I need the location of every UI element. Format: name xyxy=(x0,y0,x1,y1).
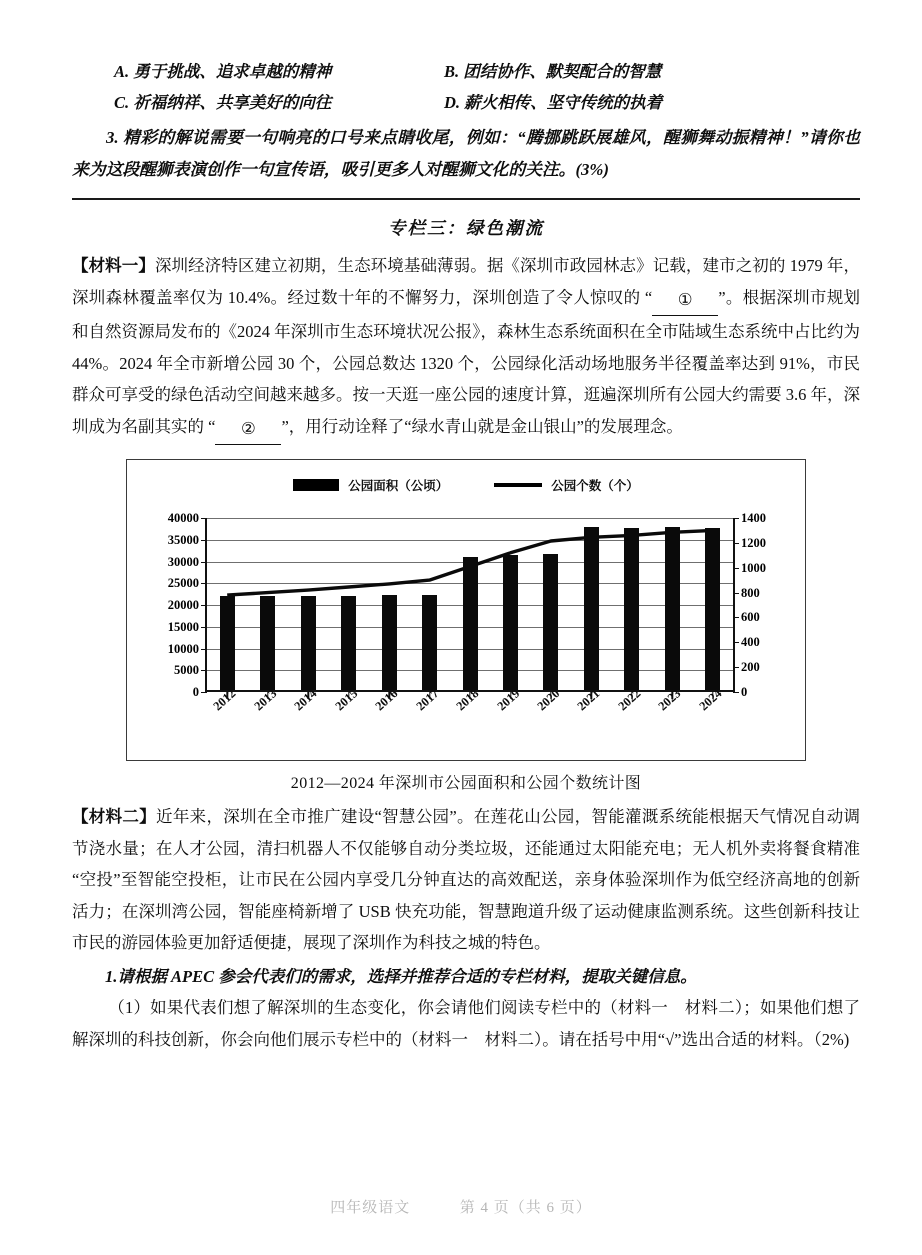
x-axis-label: 2024 xyxy=(696,686,725,714)
material-one-part2: ”。根据深圳市规划和自然资源局发布的《2024 年深圳市生态环境状况公报》，森林生态系统面积在全市陆域生态系统中占比约为 44%。2024 年全市新增公园 30 个，公园总数达 1320 个，公园绿化活动场地服务半径覆盖率达到 91%，市民群众可享受的绿色活动空间越来越多。按一天逛一座公园的速度计算，逛遍深圳所有公园大约需要 3.6 年，深圳成为名副其实的 “ xyxy=(72,287,860,436)
y-tick-left: 40000 xyxy=(167,510,199,525)
x-axis-label: 2012 xyxy=(210,686,239,714)
footer-page-number: 第 4 页（共 6 页） xyxy=(459,1200,592,1216)
y-tick-right: 1400 xyxy=(741,510,766,525)
option-d-text: 薪火相传、坚守传统的执着 xyxy=(464,93,663,112)
chart-plot-wrapper xyxy=(127,512,807,712)
x-label-cell xyxy=(691,686,731,750)
section-title: 专栏三：绿色潮流 xyxy=(388,218,544,238)
material-two-text: 近年来，深圳在全市推广建设“智慧公园”。在莲花山公园，智能灌溉系统能根据天气情况自动调节浇水量；在人才公园，清扫机器人不仅能够自动分类垃圾，还能通过太阳能充电；无人机外卖将餐食精准“空投”至智能空投柜，让市民在公园内享受几分钟直达的高效配送，亲身体验深圳作为低空经济高地的创新活力；在深圳湾公园，智能座椅新增了 USB 快充功能，智慧跑道升级了运动健康监测系统。这些创新科技让市民的游园体验更加舒适便捷，展现了深圳作为科技之城的特色。 xyxy=(72,807,860,952)
y-tick-mark-left xyxy=(201,692,207,693)
option-c-text: 祈福纳祥、共享美好的向往 xyxy=(133,93,332,112)
legend-item-area xyxy=(293,476,448,494)
bar-cell xyxy=(693,518,733,692)
chart-plot-area xyxy=(167,510,766,699)
option-row-cd xyxy=(72,87,860,118)
x-label-cell xyxy=(650,686,690,750)
y-tick-left: 30000 xyxy=(167,554,199,569)
material-one-part3: ”，用行动诠释了“绿水青山就是金山银山”的发展理念。 xyxy=(281,416,683,436)
chart-bar xyxy=(463,557,478,692)
chart-bar xyxy=(341,596,356,692)
y-tick-left: 35000 xyxy=(167,532,199,547)
y-tick-mark-right xyxy=(733,667,739,668)
bar-cell xyxy=(571,518,611,692)
chart-bar xyxy=(584,527,599,692)
x-axis-label: 2021 xyxy=(574,686,603,714)
y-tick-right: 600 xyxy=(741,610,760,625)
material-one-part1: 深圳经济特区建立初期，生态环境基础薄弱。据《深圳市政园林志》记载，建市之初的 1979 年，深圳森林覆盖率仅为 10.4%。经过数十年的不懈努力，深圳创造了令人惊叹的 “ xyxy=(72,256,861,307)
material-two xyxy=(72,801,860,959)
y-tick-left: 25000 xyxy=(167,576,199,590)
option-a-text: 勇于挑战、追求卓越的精神 xyxy=(133,62,332,81)
y-tick-mark-right xyxy=(733,593,739,594)
y-tick-mark-right xyxy=(733,617,739,618)
page-content xyxy=(72,56,860,1055)
material-one-label: 【材料一】 xyxy=(72,256,155,275)
option-d-label: D. xyxy=(444,93,461,112)
bar-cell xyxy=(207,518,247,692)
task-1-heading: 1.请根据 APEC 参会代表们的需求，选择并推荐合适的专栏材料，提取关键信息。 xyxy=(105,966,697,986)
x-axis-label: 2014 xyxy=(291,686,320,714)
bar-cell xyxy=(328,518,368,692)
chart-legend xyxy=(127,476,805,494)
y-tick-mark-right xyxy=(733,518,739,519)
y-tick-mark-right xyxy=(733,642,739,643)
x-axis-label: 2015 xyxy=(332,686,361,714)
x-label-cell xyxy=(407,686,447,750)
material-two-label: 【材料二】 xyxy=(72,807,157,826)
bar-cell xyxy=(247,518,287,692)
x-label-cell xyxy=(367,686,407,750)
y-tick-left: 0 xyxy=(192,684,199,699)
chart-bar xyxy=(422,595,437,692)
y-tick-left: 10000 xyxy=(167,641,199,656)
chart-bar xyxy=(260,596,275,692)
chart-bar-series xyxy=(207,518,733,692)
y-tick-left: 15000 xyxy=(167,619,199,634)
bar-cell xyxy=(450,518,490,692)
park-statistics-chart xyxy=(126,459,806,761)
y-tick-mark-right xyxy=(733,568,739,569)
footer-grade: 四年级语文 xyxy=(330,1200,411,1216)
option-b[interactable] xyxy=(444,56,860,87)
y-tick-left: 5000 xyxy=(174,663,199,677)
x-axis-label: 2019 xyxy=(494,686,522,714)
x-label-cell xyxy=(286,686,326,750)
question-3 xyxy=(72,122,860,186)
chart-bar xyxy=(543,554,558,692)
legend-label-area: 公园面积（公顷） xyxy=(348,479,449,493)
x-label-cell xyxy=(488,686,528,750)
legend-label-count: 公园个数（个） xyxy=(551,479,639,493)
legend-item-count xyxy=(494,476,639,494)
y-tick-right: 200 xyxy=(741,659,760,674)
option-a[interactable] xyxy=(114,56,444,87)
x-label-cell xyxy=(610,686,650,750)
option-d[interactable] xyxy=(444,87,860,118)
bar-cell xyxy=(612,518,652,692)
y-tick-mark-right xyxy=(733,543,739,544)
chart-bar xyxy=(705,528,720,692)
x-axis-label: 2023 xyxy=(655,686,684,714)
x-axis-label: 2018 xyxy=(453,686,482,714)
bar-cell xyxy=(531,518,571,692)
option-group xyxy=(72,56,860,118)
page-footer xyxy=(0,1196,922,1217)
bar-swatch-icon xyxy=(293,479,339,491)
x-axis-label: 2022 xyxy=(615,686,644,714)
task-1-sub-1: （1）如果代表们想了解深圳的生态变化，你会请他们阅读专栏中的（材料一 材料二）；如果他们想了解深圳的科技创新，你会向他们展示专栏中的（材料一 材料二）。请在括号中用“√”选出合适的材料。（2%) xyxy=(72,998,860,1049)
chart-bar xyxy=(301,596,316,692)
bar-cell xyxy=(409,518,449,692)
x-label-cell xyxy=(326,686,366,750)
bar-cell xyxy=(652,518,692,692)
option-a-label: A. xyxy=(114,62,130,81)
fill-blank-2[interactable]: ② xyxy=(215,413,281,446)
chart-caption: 2012—2024 年深圳市公园面积和公园个数统计图 xyxy=(290,775,642,792)
x-axis-label: 2016 xyxy=(372,686,401,714)
option-row-ab xyxy=(72,56,860,87)
chart-bar xyxy=(220,596,235,692)
x-axis-label: 2013 xyxy=(251,686,280,714)
option-b-text: 团结协作、默契配合的智慧 xyxy=(463,62,662,81)
y-tick-left: 20000 xyxy=(167,597,199,612)
chart-bar xyxy=(624,528,639,692)
x-axis-label: 2017 xyxy=(413,686,442,714)
bar-cell xyxy=(288,518,328,692)
x-label-cell xyxy=(245,686,285,750)
question-3-text: 3. 精彩的解说需要一句响亮的口号来点睛收尾，例如：“腾挪跳跃展雄风，醒狮舞动振精神！”请你也来为这段醒狮表演创作一句宣传语，吸引更多人对醒狮文化的关注。(3%) xyxy=(72,128,860,179)
bar-cell xyxy=(490,518,530,692)
chart-bar xyxy=(665,527,680,692)
y-tick-right: 0 xyxy=(741,684,748,699)
x-label-cell xyxy=(448,686,488,750)
option-b-label: B. xyxy=(444,62,460,81)
x-label-cell xyxy=(569,686,609,750)
y-tick-right: 1200 xyxy=(741,535,766,550)
y-tick-right: 400 xyxy=(741,635,760,650)
material-one xyxy=(72,250,860,445)
x-axis-label: 2020 xyxy=(534,686,563,714)
chart-x-labels xyxy=(205,686,731,750)
x-label-cell xyxy=(205,686,245,750)
line-swatch-icon xyxy=(494,483,542,487)
y-tick-right: 1000 xyxy=(741,560,766,575)
bar-cell xyxy=(369,518,409,692)
section-divider xyxy=(72,198,860,200)
chart-bar xyxy=(382,595,397,692)
option-c[interactable] xyxy=(114,87,444,118)
chart-bar xyxy=(503,555,518,692)
fill-blank-1[interactable]: ① xyxy=(652,284,718,317)
y-tick-right: 800 xyxy=(741,585,760,600)
option-c-label: C. xyxy=(114,93,130,112)
y-tick-mark-right xyxy=(733,692,739,693)
x-label-cell xyxy=(529,686,569,750)
